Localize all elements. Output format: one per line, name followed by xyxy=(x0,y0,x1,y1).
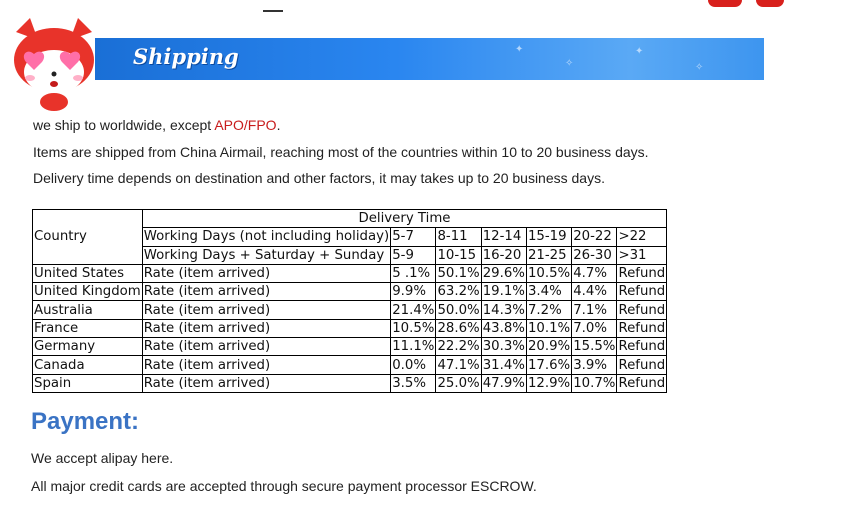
intro-line-1 xyxy=(33,117,280,133)
table-cell: 10.5% xyxy=(527,266,571,282)
payment-line-2: All major credit cards are accepted through secure payment processor ESCROW. xyxy=(31,478,537,494)
table-cell: Refund xyxy=(618,284,666,300)
table-cell: Refund xyxy=(618,375,666,391)
working-days-label: Working Days (not including holiday) xyxy=(143,229,390,245)
table-cell: Refund xyxy=(618,266,666,282)
table-row xyxy=(33,264,667,282)
table-cell: 26-30 xyxy=(572,246,617,264)
intro-line-1-suffix: . xyxy=(276,117,281,133)
table-cell: Refund xyxy=(618,339,666,355)
table-cell: 12-14 xyxy=(481,228,526,246)
banner-title: Shipping xyxy=(133,44,239,69)
table-cell: 10.5% xyxy=(392,320,435,336)
table-cell: 12.9% xyxy=(527,375,571,391)
table-cell: 47.1% xyxy=(437,357,480,373)
sparkle-icon: ✧ xyxy=(565,58,574,69)
table-cell: 17.6% xyxy=(527,357,571,373)
table-cell: 43.8% xyxy=(482,320,525,336)
intro-line-1-prefix: we ship to worldwide, except xyxy=(33,117,215,133)
table-row xyxy=(33,283,667,301)
sparkle-icon: ✧ xyxy=(695,62,704,73)
table-cell: Refund xyxy=(618,320,666,336)
table-row xyxy=(33,356,667,374)
with-weekend-label: Working Days + Saturday + Sunday xyxy=(142,246,390,264)
sparkle-icon: ✦ xyxy=(515,44,524,55)
table-cell: 4.4% xyxy=(572,283,617,301)
rate-label-cell: Rate (item arrived) xyxy=(142,374,390,392)
table-cell: 63.2% xyxy=(437,284,480,300)
country-header: Country xyxy=(33,210,143,265)
intro-line-3: Delivery time depends on destination and other factors, it may takes up to 20 business days. xyxy=(33,170,605,186)
table-cell: 0.0% xyxy=(391,356,436,374)
table-cell: 47.9% xyxy=(482,375,525,391)
country-cell: Australia xyxy=(33,301,143,319)
table-cell: 3.4% xyxy=(526,283,571,301)
country-cell: France xyxy=(33,319,143,337)
payment-title: Payment: xyxy=(31,408,140,435)
table-cell: 3.5% xyxy=(391,374,436,392)
table-cell: 25.0% xyxy=(437,375,480,391)
delivery-time-header: Delivery Time xyxy=(142,210,667,228)
table-cell: 30.3% xyxy=(482,339,525,355)
table-cell: 20.9% xyxy=(527,339,571,355)
table-cell: 21.4% xyxy=(392,302,435,318)
table-cell: 5 .1% xyxy=(391,264,436,282)
table-cell: 29.6% xyxy=(482,266,525,282)
table-cell: Refund xyxy=(618,302,666,318)
intro-line-2: Items are shipped from China Airmail, reaching most of the countries within 10 to 20 business days. xyxy=(33,144,649,160)
table-cell: 21-25 xyxy=(526,246,571,264)
table-cell: 20-22 xyxy=(572,228,617,246)
table-row xyxy=(33,301,667,319)
table-cell: 10.1% xyxy=(527,320,571,336)
table-cell: 7.0% xyxy=(572,319,617,337)
rate-label-cell: Rate (item arrived) xyxy=(142,319,390,337)
table-cell: 15.5% xyxy=(573,339,616,355)
apo-fpo-highlight: APO/FPO xyxy=(214,117,277,133)
shipping-banner xyxy=(95,38,764,80)
table-cell: 7.2% xyxy=(526,301,571,319)
table-cell: 5-7 xyxy=(391,228,436,246)
payment-line-1: We accept alipay here. xyxy=(31,450,174,466)
table-row xyxy=(33,374,667,392)
table-cell: 50.1% xyxy=(437,266,480,282)
rate-label-cell: Rate (item arrived) xyxy=(142,338,390,356)
shipping-table xyxy=(32,209,667,393)
table-cell: >31 xyxy=(617,246,667,264)
table-cell: 50.0% xyxy=(437,302,480,318)
table-cell: 19.1% xyxy=(482,284,525,300)
country-cell: United Kingdom xyxy=(34,284,141,300)
country-cell: Canada xyxy=(33,356,143,374)
country-cell: Germany xyxy=(33,338,143,356)
table-cell: 14.3% xyxy=(482,302,525,318)
table-row xyxy=(33,338,667,356)
table-cell: 10-15 xyxy=(436,246,481,264)
country-cell: United States xyxy=(33,264,143,282)
table-cell: 3.9% xyxy=(572,356,617,374)
fox-mascot-icon xyxy=(8,14,100,112)
top-divider-mark xyxy=(263,10,283,12)
rate-label-cell: Rate (item arrived) xyxy=(142,264,390,282)
top-decoration xyxy=(708,0,788,8)
rate-label-cell: Rate (item arrived) xyxy=(142,356,390,374)
rate-label-cell: Rate (item arrived) xyxy=(142,283,390,301)
rate-label-cell: Rate (item arrived) xyxy=(142,301,390,319)
country-cell: Spain xyxy=(33,374,143,392)
table-cell: Refund xyxy=(618,357,666,373)
table-cell: 4.7% xyxy=(572,264,617,282)
table-cell: 7.1% xyxy=(572,301,617,319)
table-cell: >22 xyxy=(617,228,667,246)
table-cell: 9.9% xyxy=(391,283,436,301)
table-cell: 31.4% xyxy=(482,357,525,373)
table-cell: 8-11 xyxy=(436,228,481,246)
table-cell: 10.7% xyxy=(573,375,616,391)
table-cell: 15-19 xyxy=(526,228,571,246)
table-header-row xyxy=(33,210,667,228)
table-cell: 5-9 xyxy=(391,246,436,264)
table-cell: 28.6% xyxy=(437,320,480,336)
table-row xyxy=(33,319,667,337)
table-cell: 16-20 xyxy=(481,246,526,264)
sparkle-icon: ✦ xyxy=(635,46,644,57)
table-cell: 22.2% xyxy=(437,339,480,355)
table-cell: 11.1% xyxy=(392,339,435,355)
